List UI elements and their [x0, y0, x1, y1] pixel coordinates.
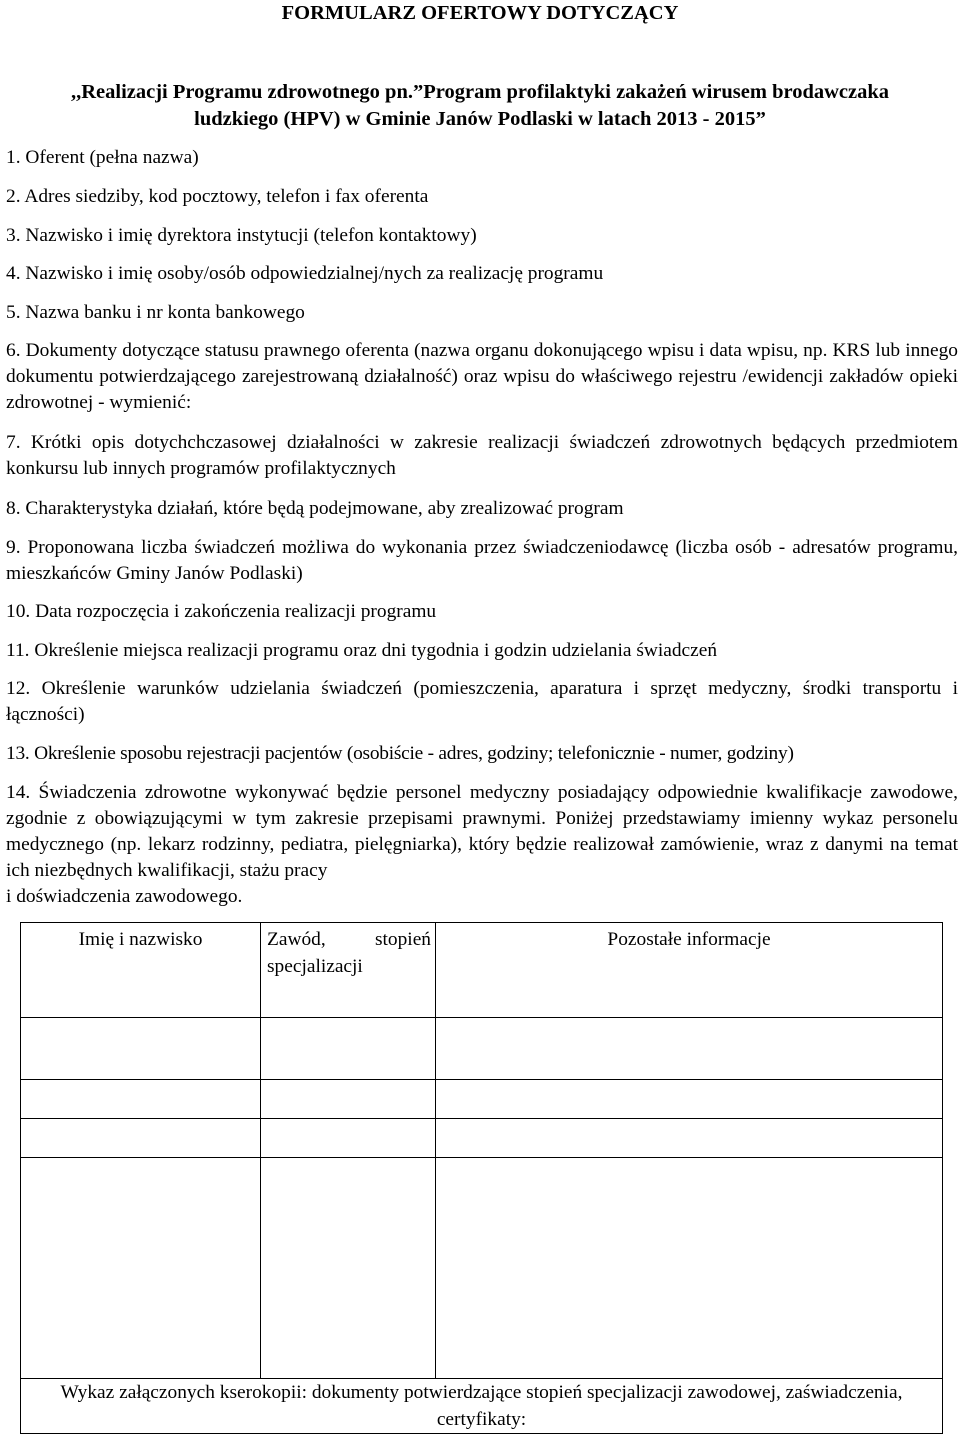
- table-cell[interactable]: [436, 1080, 943, 1119]
- attachments-note: Wykaz załączonych kserokopii: dokumenty potwierdzające stopień specjalizacji zawodowej, zaświadczenia, certyfikaty:: [21, 1379, 943, 1434]
- item-5-bank: 5. Nazwa banku i nr konta bankowego: [6, 302, 305, 323]
- item-13-rejestracja: 13. Określenie sposobu rejestracji pacjentów (osobiście - adres, godziny; telefonicznie - numer, godziny): [6, 743, 794, 764]
- item-2-adres: 2. Adres siedziby, kod pocztowy, telefon i fax oferenta: [6, 186, 429, 207]
- item-9-liczba-swiadczen: 9. Proponowana liczba świadczeń możliwa do wykonania przez świadczeniodawcę (liczba osób - adresatów programu, mieszkańców Gminy Janów Podlaski): [6, 537, 958, 584]
- item-14-personel: 14. Świadczenia zdrowotne wykonywać będzie personel medyczny posiadający odpowiednie kwalifikacje zawodowe, zgodnie z obowiązującymi w tym zakresie przepisami prawnymi. Poniżej przedstawiamy imienny wykaz personelu medycznego (np. lekarz rodzinny, pediatra, pielęgniarka), który będzie realizował zamówienie, wraz z danymi na temat ich niezbędnych kwalifikacji, stażu pracy: [6, 782, 958, 881]
- table-cell[interactable]: [261, 1119, 436, 1158]
- table-cell[interactable]: [21, 1158, 261, 1379]
- table-row: [21, 1158, 943, 1379]
- item-1-oferent: 1. Oferent (pełna nazwa): [6, 147, 199, 168]
- table-row: [21, 1119, 943, 1158]
- table-row: [21, 1018, 943, 1080]
- table-cell[interactable]: [261, 1018, 436, 1080]
- item-11-miejsce: 11. Określenie miejsca realizacji programu oraz dni tygodnia i godzin udzielania świadczeń: [6, 640, 718, 661]
- table-cell[interactable]: [21, 1119, 261, 1158]
- subtitle-line-2: ludzkiego (HPV) w Gminie Janów Podlaski w latach 2013 - 2015”: [194, 108, 766, 130]
- table-cell[interactable]: [261, 1080, 436, 1119]
- table-cell[interactable]: [436, 1119, 943, 1158]
- item-6-dokumenty: 6. Dokumenty dotyczące statusu prawnego oferenta (nazwa organu dokonującego wpisu i data wpisu, np. KRS lub innego dokumentu potwierdzającego zarejestrowaną działalność) oraz wpisu do właściwego rejestru /ewidencji zakładów opieki zdrowotnej - wymienić:: [6, 340, 958, 413]
- header-profession: Zawód, stopień specjalizacji: [261, 923, 436, 1018]
- item-8-charakterystyka: 8. Charakterystyka działań, które będą podejmowane, aby zrealizować program: [6, 498, 624, 519]
- table-cell[interactable]: [21, 1018, 261, 1080]
- item-4-osoba-odpowiedzialna: 4. Nazwisko i imię osoby/osób odpowiedzialnej/nych za realizację programu: [6, 263, 604, 284]
- table-row: [21, 1080, 943, 1119]
- item-10-data-realizacji: 10. Data rozpoczęcia i zakończenia realizacji programu: [6, 601, 437, 622]
- table-cell[interactable]: [21, 1080, 261, 1119]
- table-cell[interactable]: [436, 1158, 943, 1379]
- staff-table: [20, 922, 943, 1434]
- item-3-dyrektor: 3. Nazwisko i imię dyrektora instytucji (telefon kontaktowy): [6, 225, 477, 246]
- table-cell[interactable]: [261, 1158, 436, 1379]
- item-14-personel-end: i doświadczenia zawodowego.: [6, 886, 243, 907]
- header-other-info: Pozostałe informacje: [436, 923, 943, 1018]
- item-12-warunki: 12. Określenie warunków udzielania świadczeń (pomieszczenia, aparatura i sprzęt medyczny, środki transportu i łączności): [6, 678, 958, 725]
- document-title: FORMULARZ OFERTOWY DOTYCZĄCY: [281, 2, 679, 24]
- header-name: Imię i nazwisko: [21, 923, 261, 1018]
- item-7-opis-dzialalnosci: 7. Krótki opis dotychchczasowej działalności w zakresie realizacji świadczeń zdrowotnych będących przedmiotem konkursu lub innych programów profilaktycznych: [6, 432, 958, 479]
- table-header-row: [21, 923, 943, 1018]
- table-cell[interactable]: [436, 1018, 943, 1080]
- subtitle-line-1: ,,Realizacji Programu zdrowotnego pn.”Program profilaktyki zakażeń wirusem brodawczaka: [70, 81, 890, 103]
- table-footer-row: [21, 1379, 943, 1434]
- document-subtitle: [4, 79, 956, 133]
